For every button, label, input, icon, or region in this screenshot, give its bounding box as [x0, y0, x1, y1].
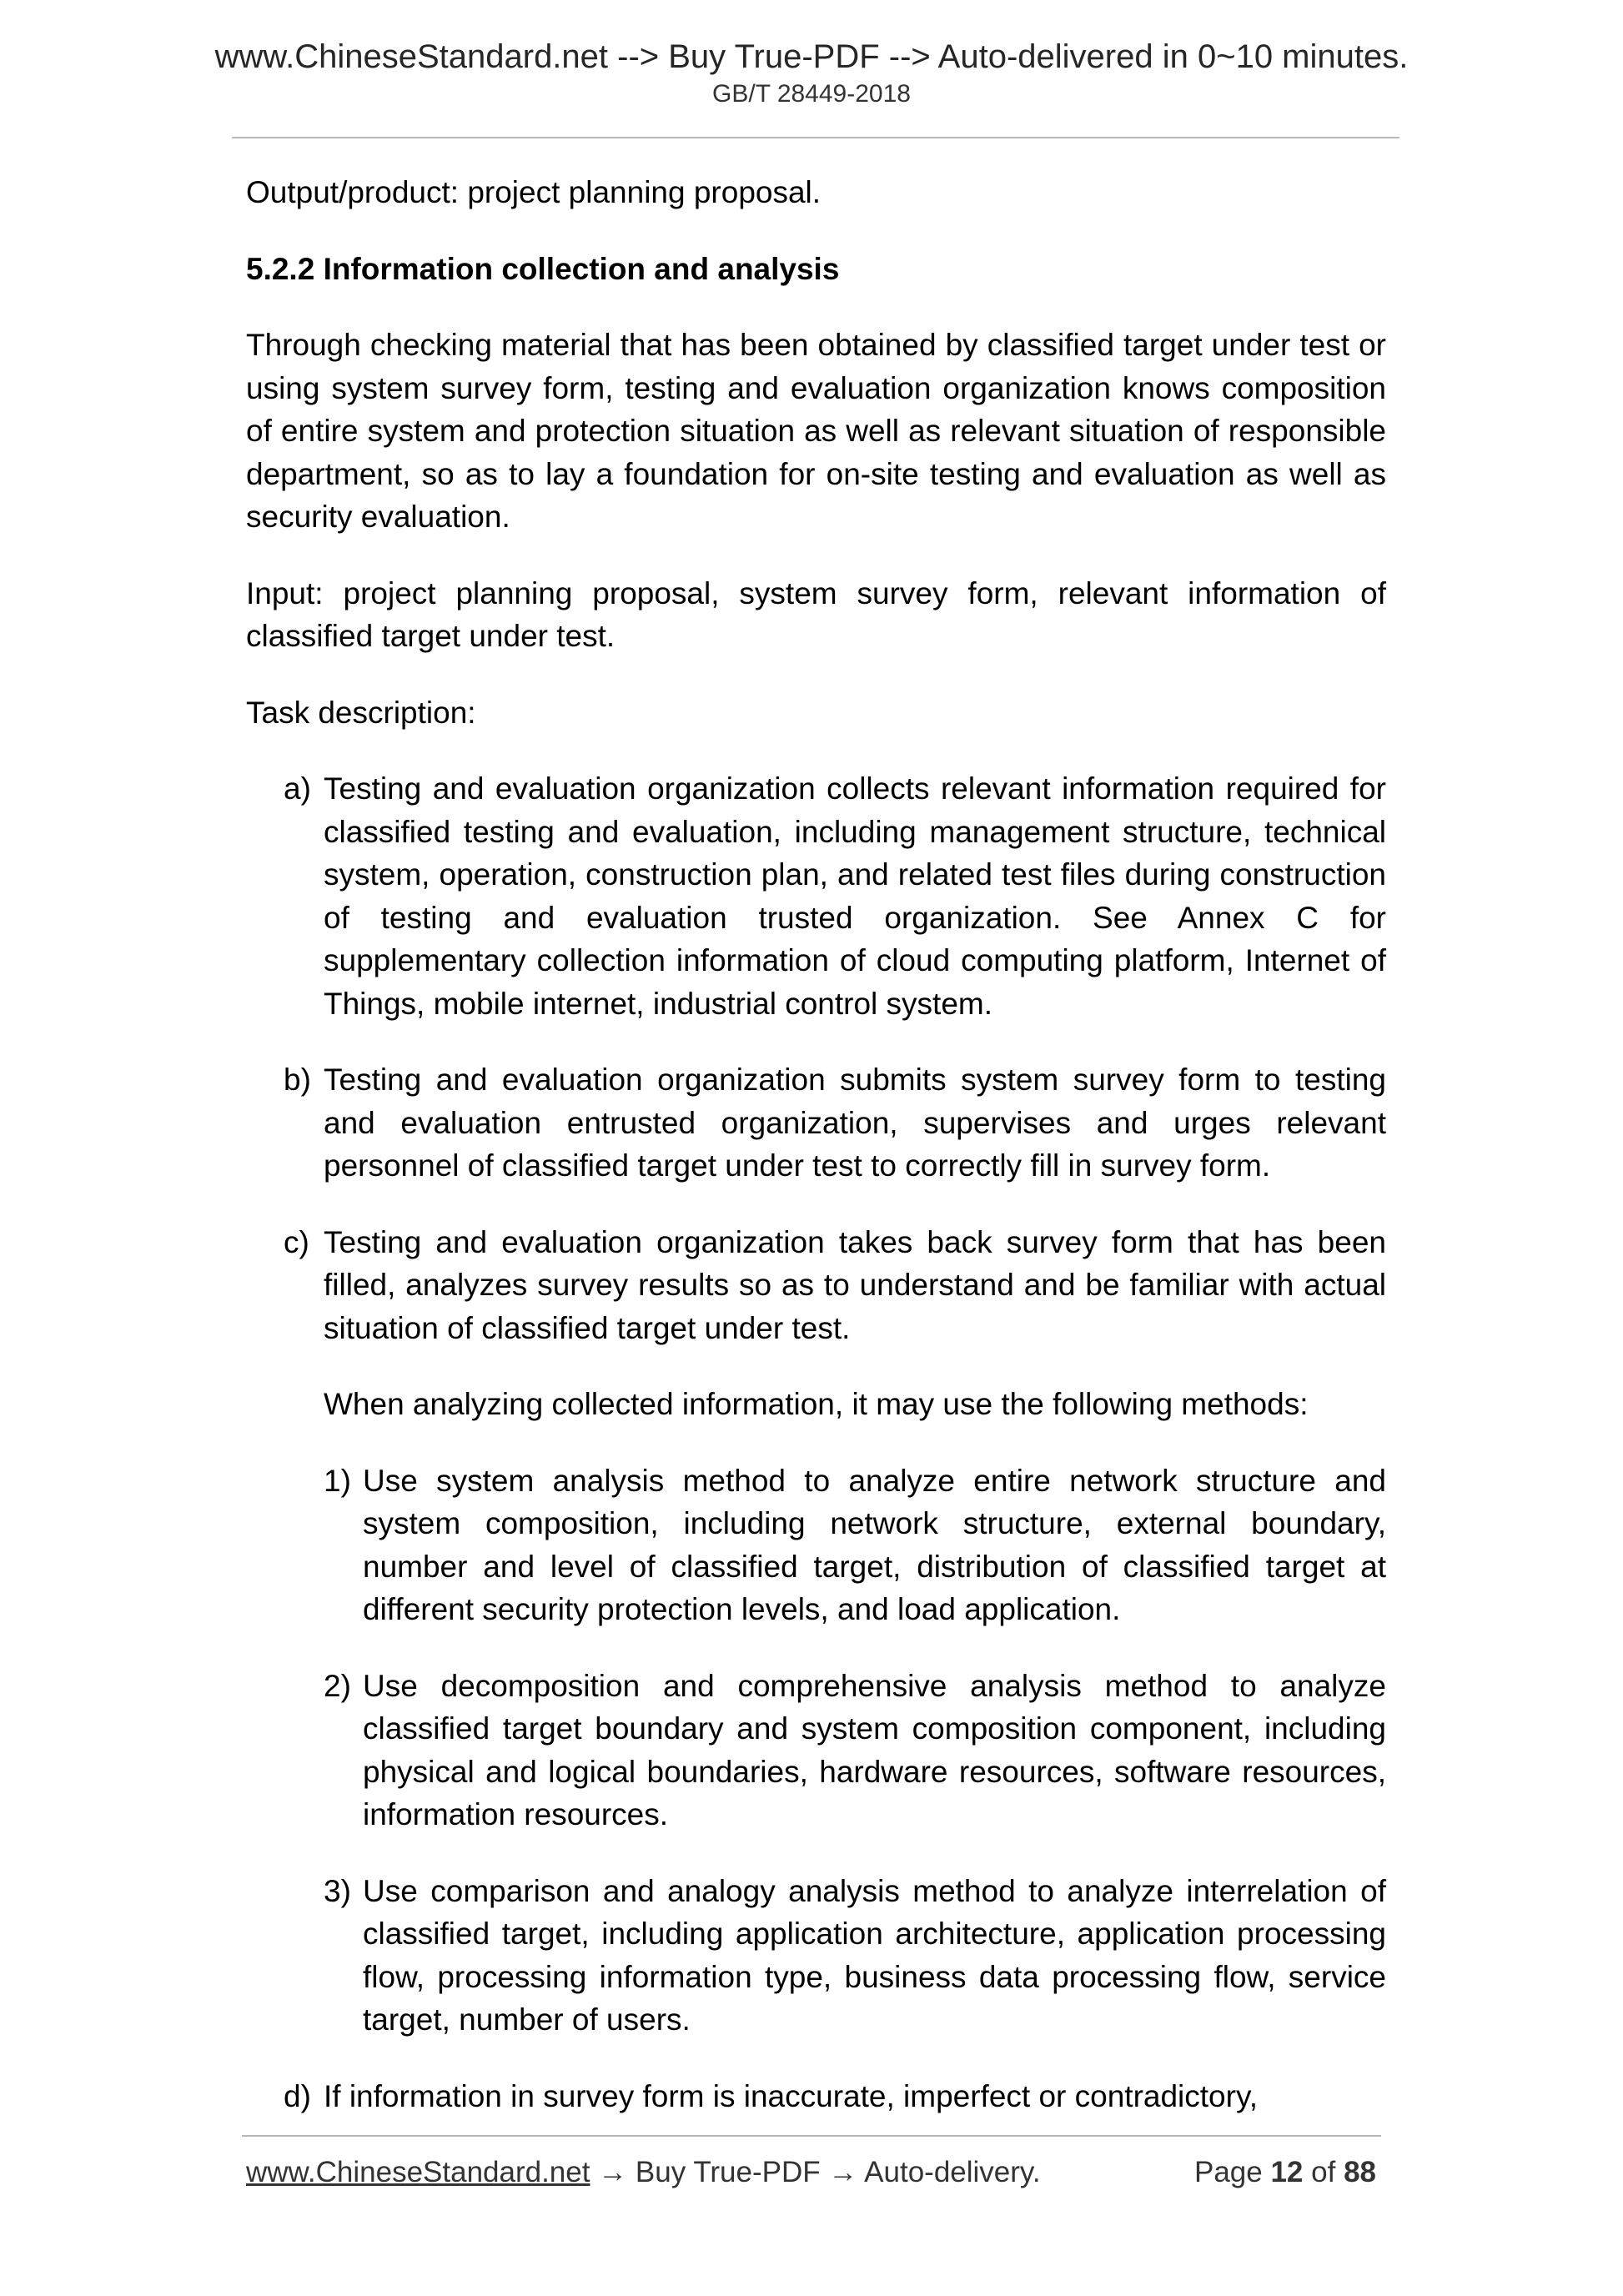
list-item-text: If information in survey form is inaccurate, imperfect or contradictory, [324, 2078, 1258, 2113]
list-item-text: Testing and evaluation organization collects relevant information required for classified testing and evaluation, including management structure, technical system, operation, construction plan, and related test files during construction of testing and evaluation trusted organization. See Annex C for supplementary collection information of cloud computing platform, Internet of Things, mobile internet, industrial control system. [324, 771, 1386, 1021]
method-item [246, 1665, 1386, 1836]
footer-divider [242, 2135, 1381, 2137]
total-pages: 88 [1344, 2156, 1376, 2188]
method-text: Use decomposition and comprehensive analysis method to analyze classified target boundary and system composition component, including physical and logical boundaries, hardware resources, software resources, information resources. [363, 1668, 1386, 1831]
output-line: Output/product: project planning proposal. [246, 175, 822, 209]
input-line: Input: project planning proposal, system survey form, relevant information of classified target under test. [246, 575, 1386, 653]
list-item [246, 767, 1386, 1025]
of-label: of [1311, 2156, 1336, 2188]
document-body [246, 171, 1386, 2151]
methods-intro: When analyzing collected information, it may use the following methods: [324, 1387, 1309, 1421]
list-marker: 3) [324, 1873, 351, 1908]
standard-id: GB/T 28449-2018 [712, 80, 911, 108]
site-banner: www.ChineseStandard.net --> Buy True-PDF --> Auto-delivered in 0~10 minutes. [214, 38, 1409, 75]
task-label: Task description: [246, 695, 476, 730]
list-marker: a) [284, 771, 311, 806]
list-marker: c) [284, 1224, 309, 1259]
list-marker: b) [284, 1063, 311, 1097]
section-heading: 5.2.2 Information collection and analysis [246, 251, 840, 286]
site-link[interactable]: www.ChineseStandard.net [246, 2156, 590, 2188]
list-item-text: Testing and evaluation organization takes back survey form that has been filled, analyzes survey results so as to understand and be familiar with actual situation of classified target under test. [324, 1224, 1386, 1345]
list-item-text: Testing and evaluation organization submits system survey form to testing and evaluation entrusted organization, supervises and urges relevant personnel of classified target under test to correctly fill in survey form. [324, 1063, 1386, 1183]
page-label: Page [1193, 2156, 1263, 2188]
method-item [246, 1459, 1386, 1631]
list-item [246, 2075, 1386, 2118]
list-item [246, 1058, 1386, 1188]
method-item [246, 1870, 1386, 2042]
list-marker: d) [284, 2078, 311, 2113]
list-marker: 1) [324, 1463, 351, 1498]
page-counter [1194, 2158, 1376, 2187]
page-number: 12 [1270, 2156, 1304, 2188]
method-text: Use comparison and analogy analysis method to analyze interrelation of classified target, including application architecture, application processing flow, processing information type, business data processing flow, service target, number of users. [363, 1873, 1386, 2037]
list-marker: 2) [324, 1668, 351, 1703]
footer-tagline: → Buy True-PDF → Auto-delivery. [590, 2156, 1041, 2188]
header-divider [232, 137, 1399, 138]
list-item [246, 1221, 1386, 1350]
method-text: Use system analysis method to analyze entire network structure and system composition, including network structure, external boundary, number and level of classified target, distribution of classified target at different security protection levels, and load application. [363, 1463, 1386, 1626]
intro-paragraph: Through checking material that has been obtained by classified target under test or using system survey form, testing and evaluation organization knows composition of entire system and protection situation as well as relevant situation of responsible department, so as to lay a foundation for on-site testing and evaluation as well as security evaluation. [246, 328, 1386, 534]
